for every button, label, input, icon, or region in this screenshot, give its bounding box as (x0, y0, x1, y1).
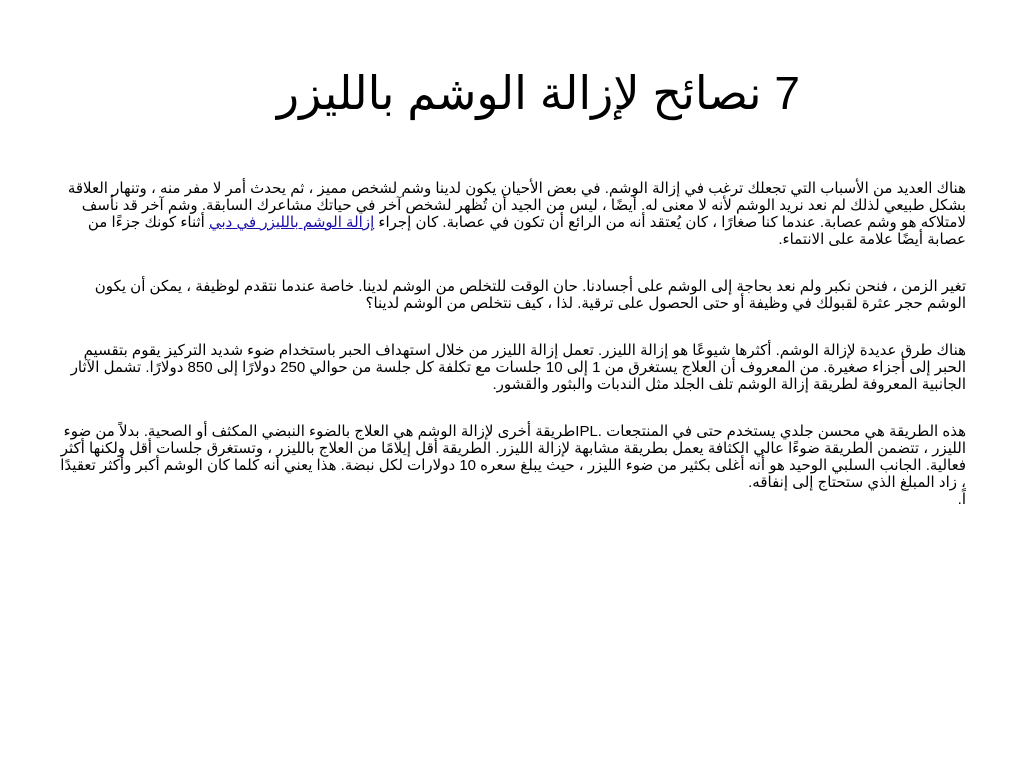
paragraph-time-changes: تغير الزمن ، فنحن نكبر ولم نعد بحاجة إلى الوشم على أجسادنا. حان الوقت للتخلص من الوشم لدينا. خاصة عندما نتقدم لوظيفة ، يمكن أن يكون الوشم حجر عثرة لقبولك في وظيفة أو حتى الحصول على ترقية. لذا ، كيف نتخلص من الوشم لدينا؟ (94, 278, 966, 312)
paragraph-text: أثناء كونك جزءًا من عصابة أيضًا علامة على الانتماء. (87, 214, 966, 248)
paragraph-tail: اً. (957, 491, 966, 508)
slide-body (58, 180, 966, 508)
paragraph-ipl-method: هذه الطريقة هي محسن جلدي يستخدم حتى في المنتجعات .IPLطريقة أخرى لإزالة الوشم هي العلاج بالضوء النبضي المكثف أو الصحية. بدلاً من ضوء الليزر ، تتضمن الطريقة ضوءًا عالي الكثافة يعمل بطريقة مشابهة لإزالة الليزر. الطريقة أقل إيلامًا من العلاج بالليزر ، وتستغرق جلسات أقل ولكنها أكثر فعالية. الجانب السلبي الوحيد هو أنه أغلى بكثير من ضوء الليزر ، حيث يبلغ سعره 10 دولارات لكل نبضة. هذا يعني أنه كلما كان الوشم أكبر وأكثر تعقيدًا ، زاد المبلغ الذي ستحتاج إلى إنفاقه. (60, 423, 966, 491)
slide-title: 7 نصائح لإزالة الوشم بالليزر (276, 67, 800, 119)
laser-removal-dubai-link[interactable]: إزالة الوشم بالليزر في دبي (208, 214, 375, 231)
paragraph-laser-methods: هناك طرق عديدة لإزالة الوشم. أكثرها شيوعًا هو إزالة الليزر. تعمل إزالة الليزر من خلال استهداف الحبر باستخدام ضوء شديد التركيز يقوم بتقسيم الحبر إلى أجزاء صغيرة. من المعروف أن العلاج يستغرق من 1 إلى 10 جلسات مع تكلفة كل جلسة من حوالي 250 دولارًا إلى 850 دولارًا. تشمل الآثار الجانبية المعروفة لطريقة إزالة الوشم تلف الجلد مثل الندبات والبثور والقشور. (70, 342, 966, 393)
paragraph-reasons (58, 180, 966, 248)
paragraph-text: هناك العديد من الأسباب التي تجعلك ترغب في إزالة الوشم. في بعض الأحيان يكون لدينا وشم لشخص مميز ، ثم يحدث أمر لا مفر منه ، وتنهار العلاقة بشكل طبيعي لذلك لم نعد نريد الوشم لأنه لا معنى له. أيضًا ، ليس من الجيد أن تُظهر لشخص آخر في حياتك مشاعرك السابقة. وشم آخر قد نأسف لامتلاكه هو وشم عصابة. عندما كنا صغارًا ، كان يُعتقد أنه من الرائع أن تكون في عصابة. كان إجراء (67, 180, 966, 231)
